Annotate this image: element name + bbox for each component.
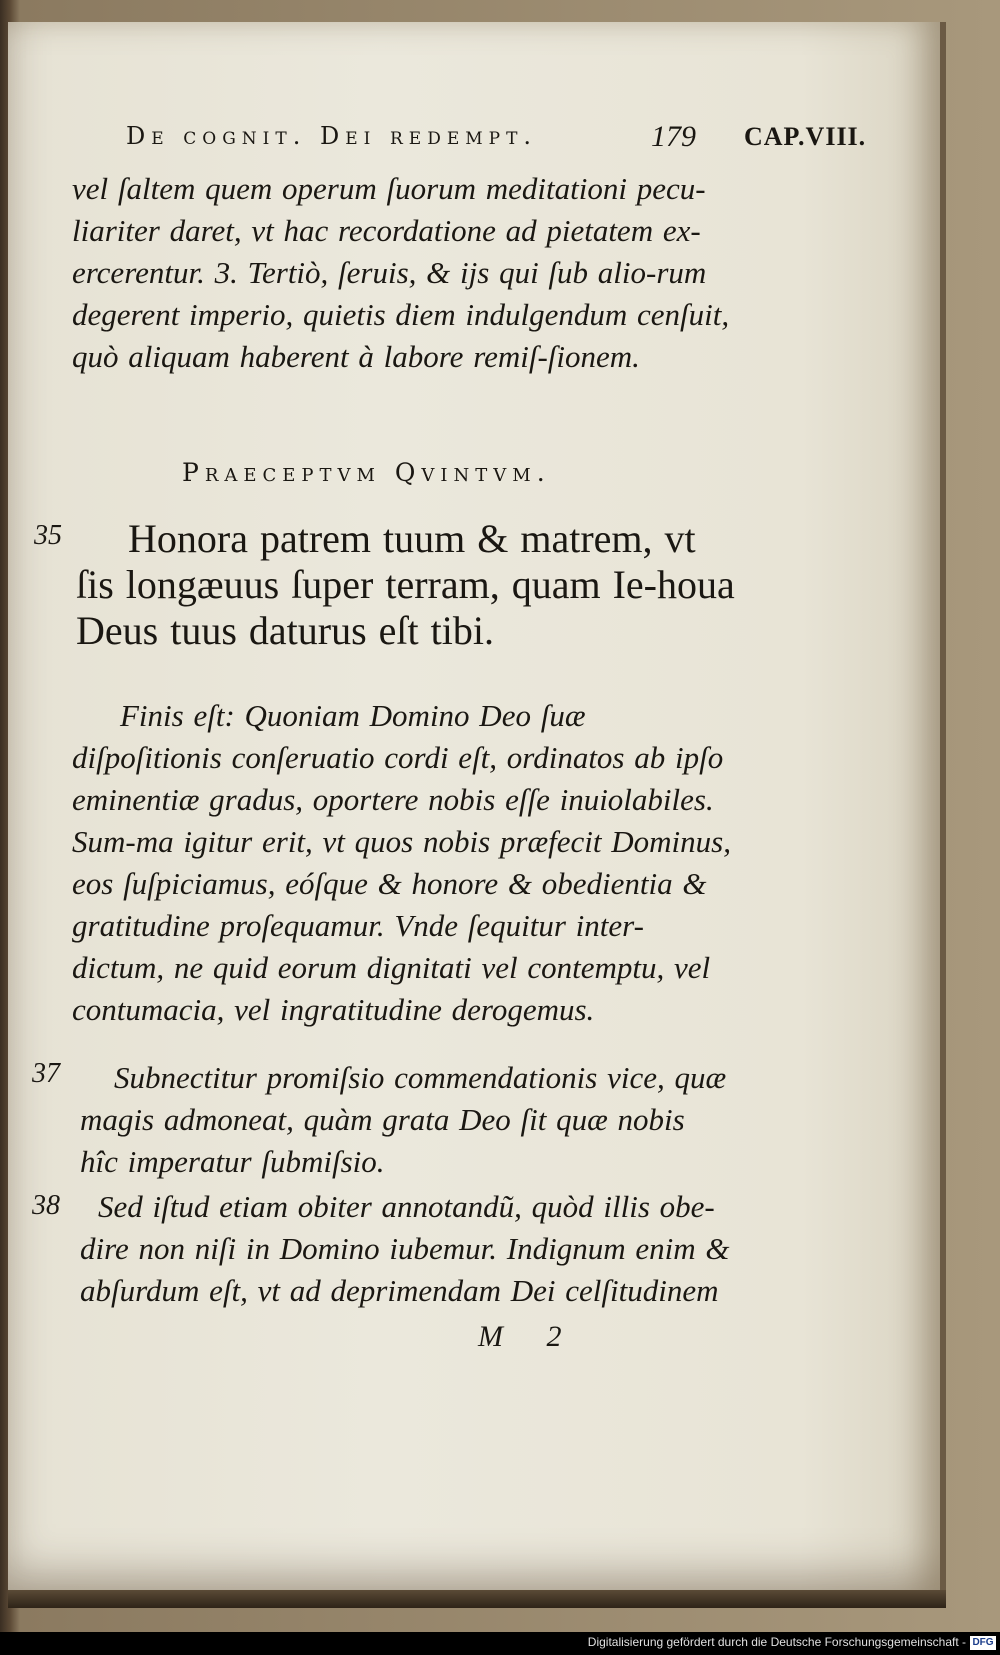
paragraph-37: Subnectitur promiſsio commendationis vice, quæ magis admoneat, quàm grata Deo ſit quæ nobis hîc imperatur ſubmiſsio. [80,1060,727,1179]
paragraph-38: Sed iſtud etiam obiter annotandũ, quòd illis obe-dire non niſi in Domino iubemur. Indignum enim & abſurdum eſt, vt ad deprimendam Dei celſitudinem [80,1189,730,1308]
running-title: De cognit. Dei redempt. [126,122,538,150]
paragraph-continuation: vel ſaltem quem operum ſuorum meditationi pecu-liariter daret, vt hac recordatione ad pietatem ex-ercerentur. 3. Tertiò, ſeruis, & ijs qui ſub alio-rum degerent imperio, quietis diem indulgendum cenſuit, quò aliquam haberent à labore remiſ-ſionem. [72,171,730,374]
section-heading: Praeceptvm Qvintvm. [182,458,551,487]
margin-number-38: 38 [32,1190,60,1221]
page-header [126,122,886,162]
margin-number-37: 37 [32,1058,60,1089]
paragraph-finis: Finis eſt: Quoniam Domino Deo ſuæ diſpoſitionis conſeruatio cordi eſt, ordinatos ab ipſo eminentiæ gradus, oportere nobis eſſe inuiolabiles. Sum-ma igitur erit, vt quos nobis præfecit Dominus, eos ſuſpiciamus, eóſque & honore & obedientia & gratitudine proſequamur. Vnde ſequitur inter-dictum, ne quid eorum dignitati vel contemptu, vel contumacia, vel ingratitudine derogemus. [72,698,731,1027]
page-edge [8,1590,946,1608]
signature-mark: M 2 [478,1320,580,1353]
margin-number-35: 35 [34,520,62,551]
footer-bar [0,1632,1000,1655]
chapter-label: CAP.VIII. [744,122,867,151]
dfg-logo: DFG [970,1636,996,1650]
footer-credit: Digitalisierung gefördert durch die Deutsche Forschungsgemeinschaft - [587,1635,966,1649]
commandment-text: Honora patrem tuum & matrem, vt ſis longæuus ſuper terram, quam Ie-houa Deus tuus daturus eſt tibi. [76,516,735,653]
page-number: 179 [651,120,696,153]
